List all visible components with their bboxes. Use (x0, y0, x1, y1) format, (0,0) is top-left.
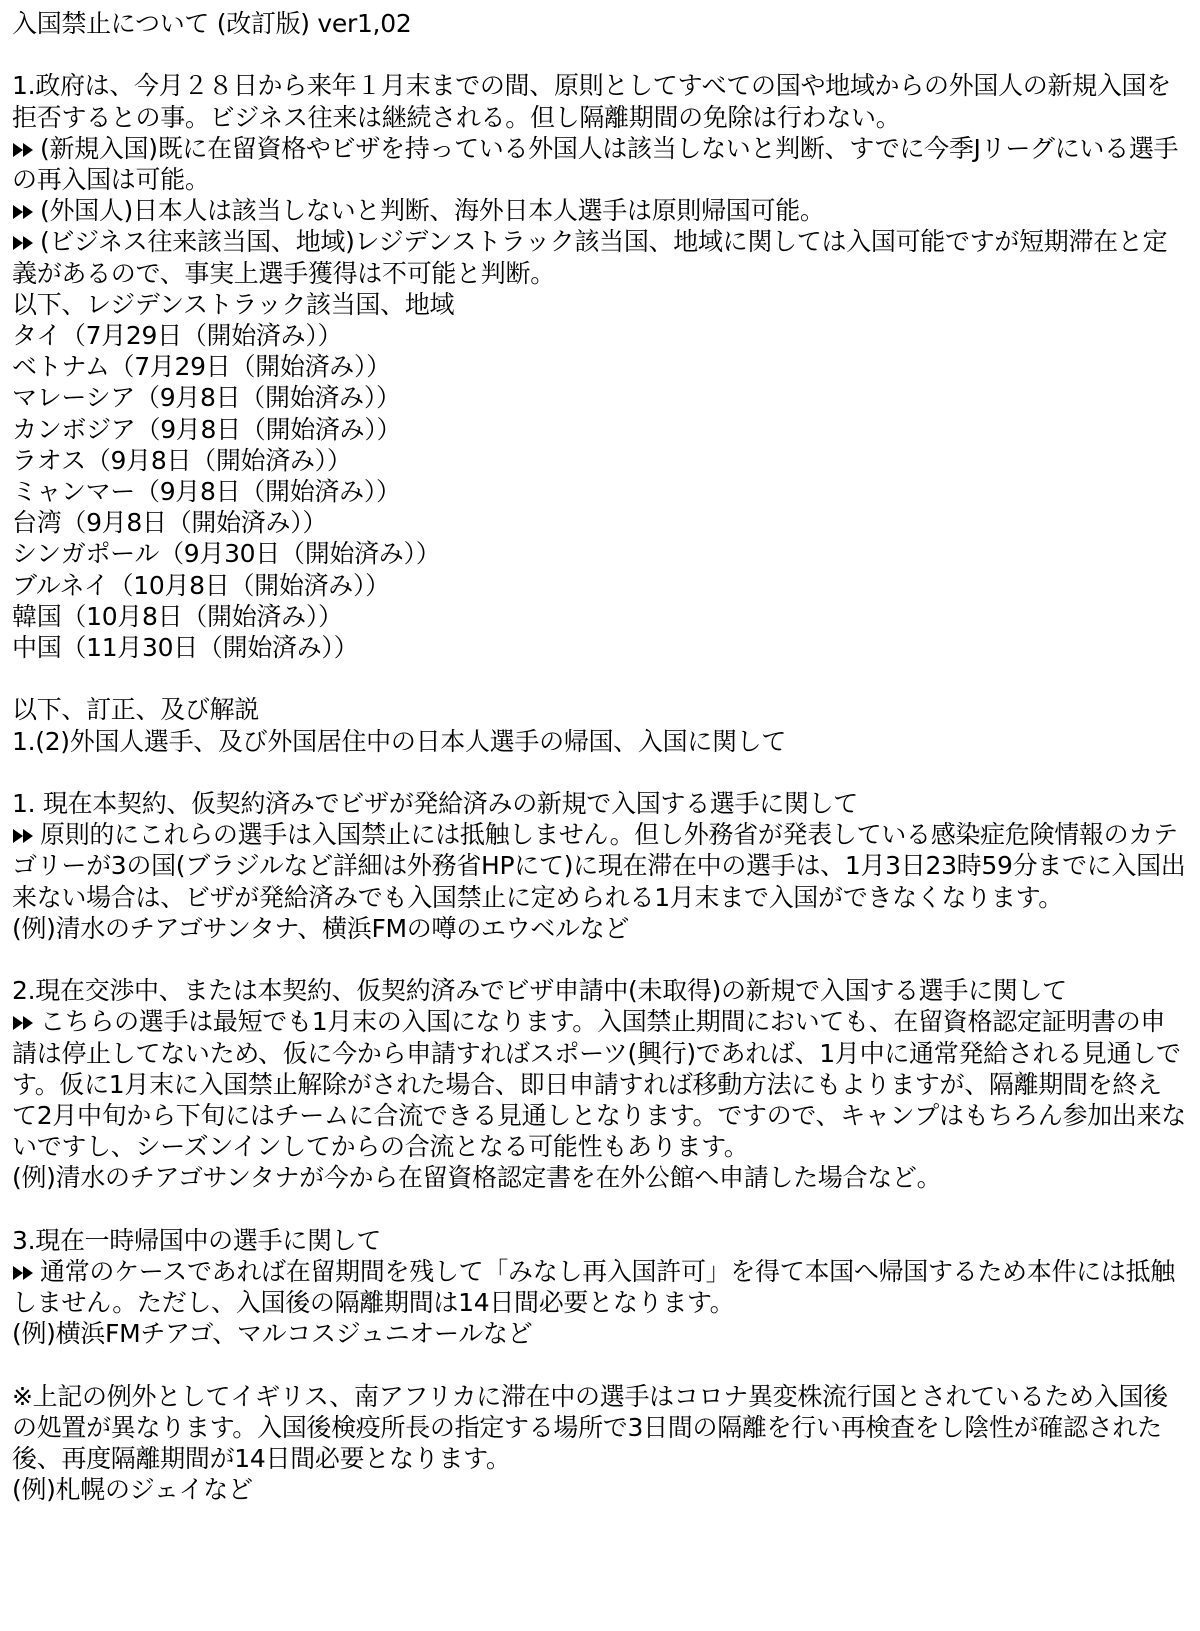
section-2-subheading: 1.(2)外国人選手、及び外国居住中の日本人選手の帰国、入国に関して (12, 726, 787, 756)
case-3-body (12, 1256, 1186, 1318)
spacer (12, 1194, 1186, 1225)
country-item: シンガポール（9月30日（開始済み）） (12, 539, 441, 569)
spacer (12, 39, 1186, 70)
case-2-example: (例)清水のチアゴサンタナが今から在留資格認定書を在外公館へ申請した場合など。 (12, 1163, 942, 1193)
bullet-text: (外国人)日本人は該当しないと判断、海外日本人選手は原則帰国可能。 (40, 196, 825, 226)
spacer (12, 1350, 1186, 1381)
country-item: ブルネイ（10月8日（開始済み）） (12, 570, 390, 600)
bullet-text: (新規入国)既に在留資格やビザを持っている外国人は該当しないと判断、すでに今季Jリーグにいる選手の再入国は可能。 (12, 133, 1179, 194)
country-list (12, 320, 1186, 663)
fast-forward-icon (12, 1265, 34, 1281)
country-item: ベトナム（7月29日（開始済み）） (12, 352, 391, 382)
fast-forward-icon (12, 1015, 34, 1031)
country-item: 台湾（9月8日（開始済み）） (12, 508, 328, 538)
bullet-item (12, 226, 1186, 288)
exception-note-example: (例)札幌のジェイなど (12, 1475, 253, 1505)
country-list-intro: 以下、レジデンストラック該当国、地域 (12, 289, 455, 319)
bullet-text: (ビジネス往来該当国、地域)レジデンストラック該当国、地域に関しては入国可能ですが短期滞在と定義があるので、事実上選手獲得は不可能と判断。 (12, 227, 1168, 288)
exception-note (12, 1381, 1186, 1506)
case-3-example: (例)横浜FMチアゴ、マルコスジュニオールなど (12, 1319, 533, 1349)
document-title: 入国禁止について (改訂版) ver1,02 (12, 9, 412, 38)
spacer (12, 944, 1186, 975)
fast-forward-icon (12, 235, 34, 251)
case-1-body-text: 原則的にこれらの選手は入国禁止には抵触しません。但し外務省が発表している感染症危険情報のカテゴリーが3の国(ブラジルなど詳細は外務省HPにて)に現在滞在中の選手は、1月3日23時59分までに入国出来ない場合は、ビザが発給済みでも入国禁止に定められる1月末まで入国ができなくなります。 (12, 820, 1186, 912)
section-2 (12, 694, 1186, 756)
spacer (12, 663, 1186, 694)
case-2-heading: 2.現在交渉中、または本契約、仮契約済みでビザ申請中(未取得)の新規で入国する選手に関して (12, 976, 1067, 1006)
country-item: ラオス（9月8日（開始済み）） (12, 445, 352, 475)
fast-forward-icon (12, 828, 34, 844)
case-2 (12, 975, 1186, 1193)
fast-forward-icon (12, 142, 34, 158)
section-1 (12, 70, 1186, 663)
country-item: マレーシア（9月8日（開始済み）） (12, 383, 401, 413)
case-1-example: (例)清水のチアゴサンタナ、横浜FMの噂のエウベルなど (12, 913, 630, 943)
case-3-heading: 3.現在一時帰国中の選手に関して (12, 1225, 382, 1255)
country-item: カンボジア（9月8日（開始済み）） (12, 414, 402, 444)
case-1 (12, 788, 1186, 944)
case-2-body (12, 1006, 1186, 1162)
country-item: 韓国（10月8日（開始済み）） (12, 601, 343, 631)
fast-forward-icon (12, 204, 34, 220)
bullet-item (12, 133, 1186, 195)
country-item: タイ（7月29日（開始済み）） (12, 321, 343, 351)
case-3-body-text: 通常のケースであれば在留期間を残して「みなし再入国許可」を得て本国へ帰国するため本件には抵触しません。ただし、入国後の隔離期間は14日間必要となります。 (12, 1257, 1175, 1318)
spacer (12, 757, 1186, 788)
country-item: ミャンマー（9月8日（開始済み）） (12, 477, 401, 507)
country-item: 中国（11月30日（開始済み）） (12, 633, 359, 663)
case-3 (12, 1225, 1186, 1350)
section-2-intro: 以下、訂正、及び解説 (12, 695, 260, 725)
case-1-body (12, 819, 1186, 913)
section-1-heading: 1.政府は、今月２８日から来年１月末までの間、原則としてすべての国や地域からの外国人の新規入国を拒否するとの事。ビジネス往来は継続される。但し隔離期間の免除は行わない。 (12, 71, 1171, 132)
exception-note-body: ※上記の例外としてイギリス、南アフリカに滞在中の選手はコロナ異変株流行国とされているため入国後の処置が異なります。入国後検疫所長の指定する場所で3日間の隔離を行い再検査をし陰性が確認された後、再度隔離期間が14日間必要となります。 (12, 1381, 1168, 1474)
case-1-heading: 1. 現在本契約、仮契約済みでビザが発給済みの新規で入国する選手に関して (12, 789, 859, 819)
case-2-body-text: こちらの選手は最短でも1月末の入国になります。入国禁止期間においても、在留資格認定証明書の申請は停止してないため、仮に今から申請すればスポーツ(興行)であれば、1月中に通常発給される見通しです。仮に1月末に入国禁止解除がされた場合、即日申請すれば移動方法にもよりますが、隔離期間を終えて2月中旬から下旬にはチームに合流できる見通しとなります。ですので、キャンプはもちろん参加出来ないですし、シーズンインしてからの合流となる可能性もあります。 (12, 1007, 1187, 1162)
bullet-item (12, 195, 1186, 226)
